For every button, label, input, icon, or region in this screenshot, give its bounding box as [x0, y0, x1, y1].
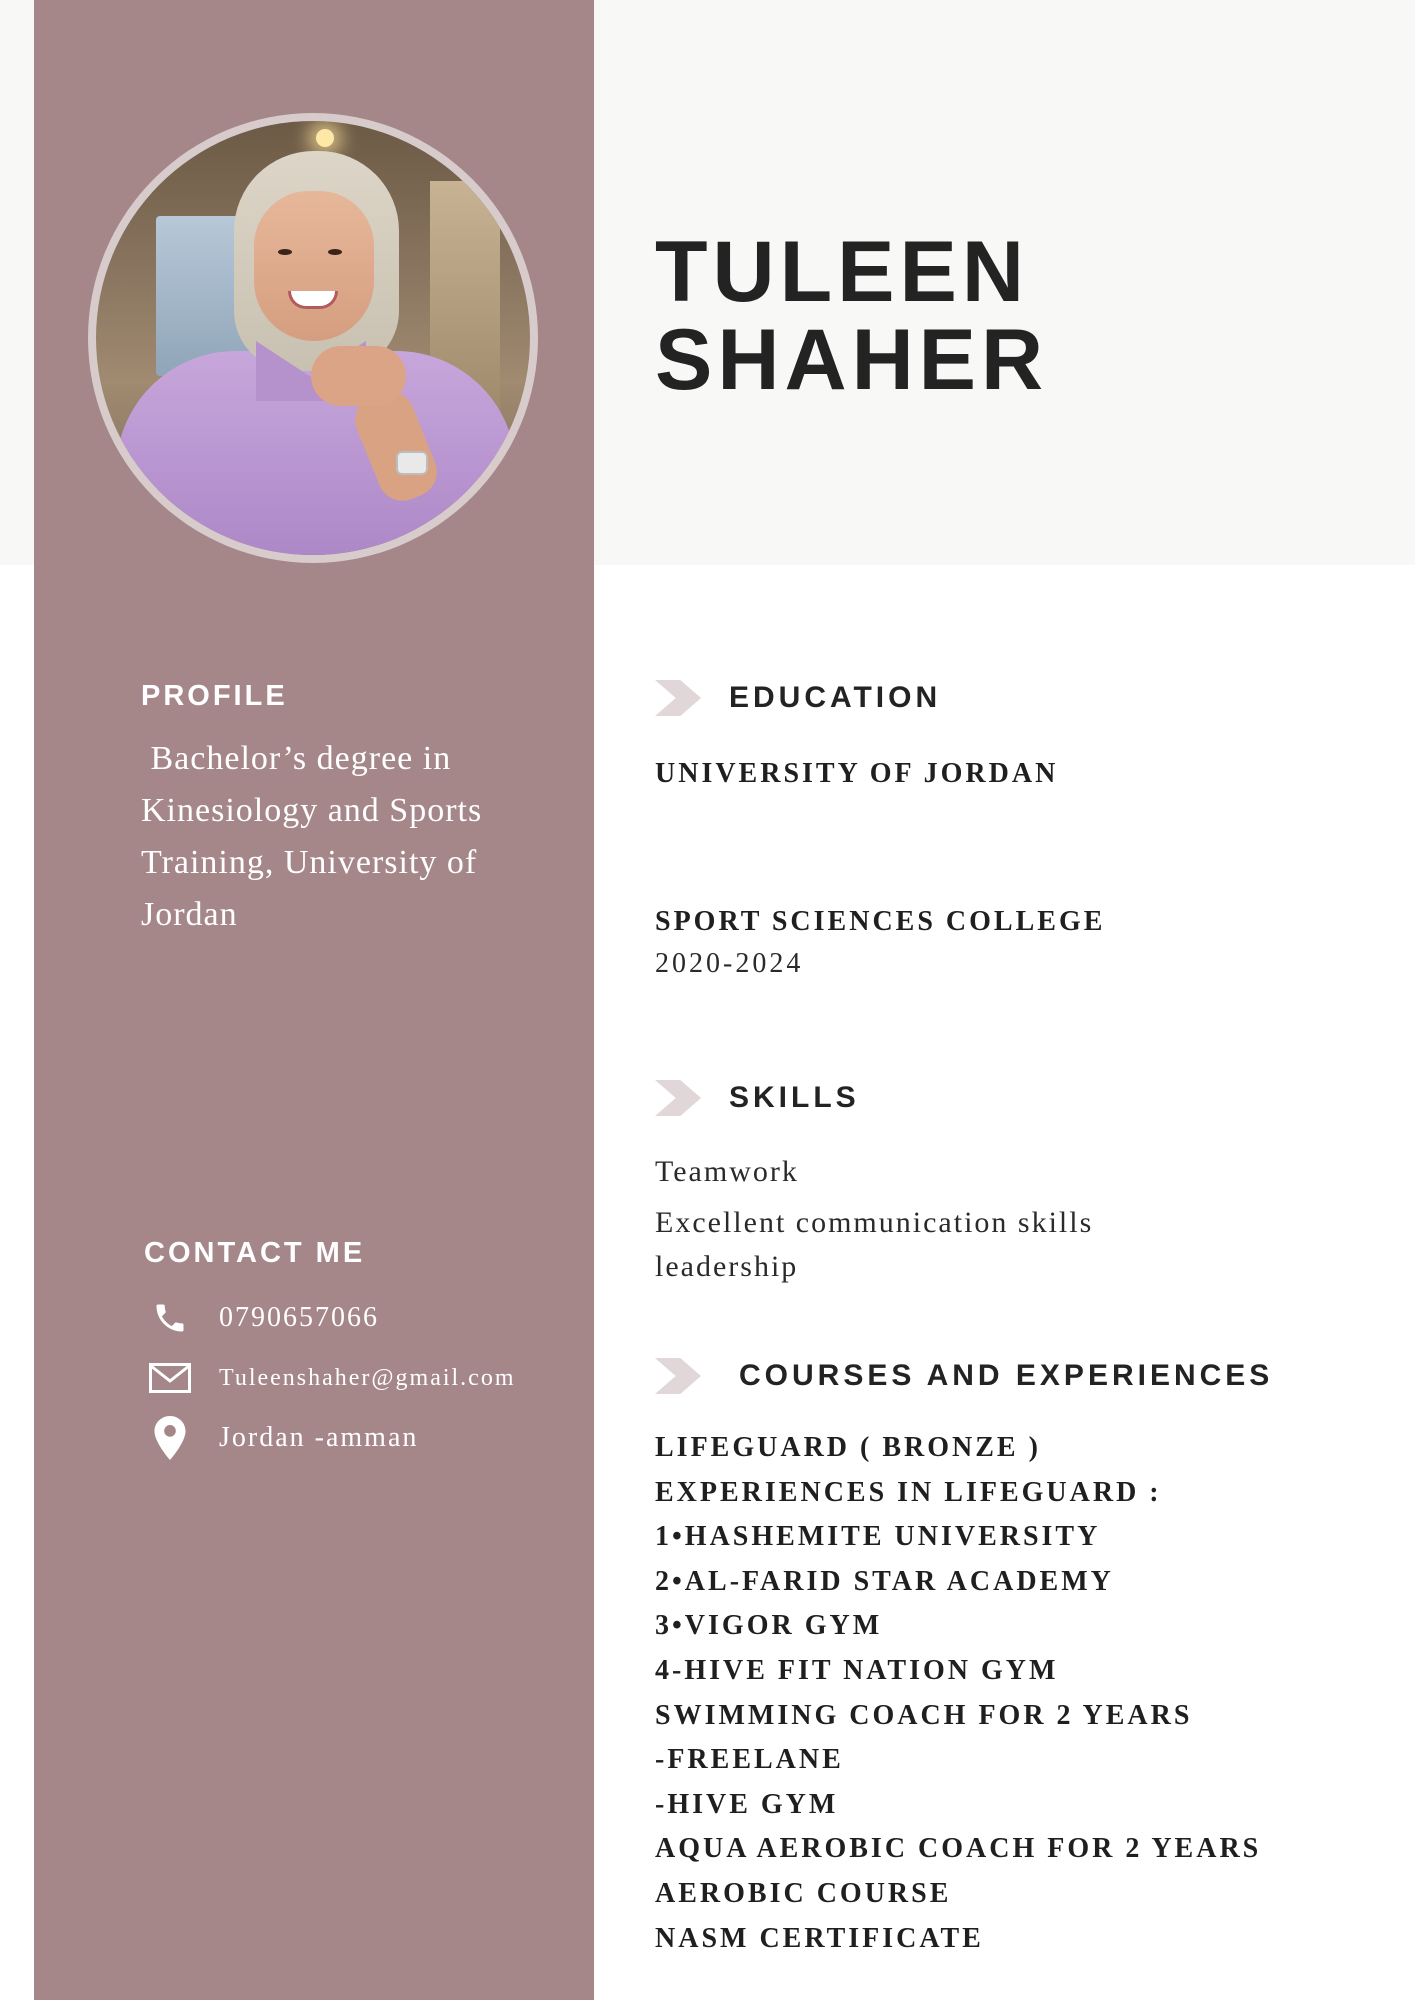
first-name: TULEEN [655, 224, 1029, 320]
phone-icon [148, 1296, 192, 1340]
profile-heading: PROFILE [141, 680, 288, 712]
education-college: SPORT SCIENCES COLLEGE [655, 906, 1106, 937]
education-heading [655, 680, 941, 716]
skill-item: Excellent communication skills [655, 1206, 1094, 1239]
envelope-icon [148, 1356, 192, 1400]
courses-list [655, 1426, 1375, 1961]
courses-title: COURSES AND EXPERIENCES [739, 1359, 1274, 1392]
skill-item: Teamwork [655, 1155, 799, 1188]
course-item: AQUA AEROBIC COACH FOR 2 YEARS [655, 1833, 1262, 1865]
course-item: NASM CERTIFICATE [655, 1922, 984, 1954]
map-pin-icon [148, 1416, 192, 1460]
skills-heading [655, 1080, 860, 1116]
education-years: 2020-2024 [655, 948, 804, 979]
course-item: 2•AL-FARID STAR ACADEMY [655, 1565, 1114, 1597]
course-item: -HIVE GYM [655, 1788, 839, 1820]
course-item: LIFEGUARD ( BRONZE ) [655, 1432, 1041, 1463]
profile-photo [88, 113, 538, 563]
person-name [655, 224, 1049, 408]
chevron-right-icon [655, 1080, 701, 1116]
location-text: Jordan -amman [219, 1422, 419, 1453]
course-item: 4-HIVE FIT NATION GYM [655, 1654, 1059, 1686]
contact-location [148, 1416, 418, 1460]
education-title: EDUCATION [729, 681, 942, 714]
skills-title: SKILLS [729, 1081, 860, 1114]
course-item: 1•HASHEMITE UNIVERSITY [655, 1521, 1101, 1553]
contact-heading: CONTACT ME [144, 1237, 366, 1269]
phone-number[interactable]: 0790657066 [219, 1302, 379, 1333]
contact-phone [148, 1296, 379, 1340]
course-item: EXPERIENCES IN LIFEGUARD : [655, 1476, 1162, 1508]
skill-item: leadership [655, 1250, 799, 1283]
chevron-right-icon [655, 680, 701, 716]
course-item: 3•VIGOR GYM [655, 1610, 883, 1642]
profile-text: Bachelor’s degree in Kinesiology and Sports Training, University of Jordan [141, 740, 492, 933]
skills-list [655, 1150, 1355, 1289]
education-university: UNIVERSITY OF JORDAN [655, 758, 1059, 789]
course-item: AEROBIC COURSE [655, 1877, 952, 1909]
contact-email [148, 1356, 516, 1400]
email-address[interactable]: Tuleenshaher@gmail.com [219, 1364, 516, 1391]
courses-heading [655, 1358, 1273, 1394]
avatar [96, 121, 530, 555]
last-name: SHAHER [655, 312, 1049, 408]
course-item: -FREELANE [655, 1744, 844, 1776]
course-item: SWIMMING COACH FOR 2 YEARS [655, 1699, 1193, 1731]
chevron-right-icon [655, 1358, 701, 1394]
